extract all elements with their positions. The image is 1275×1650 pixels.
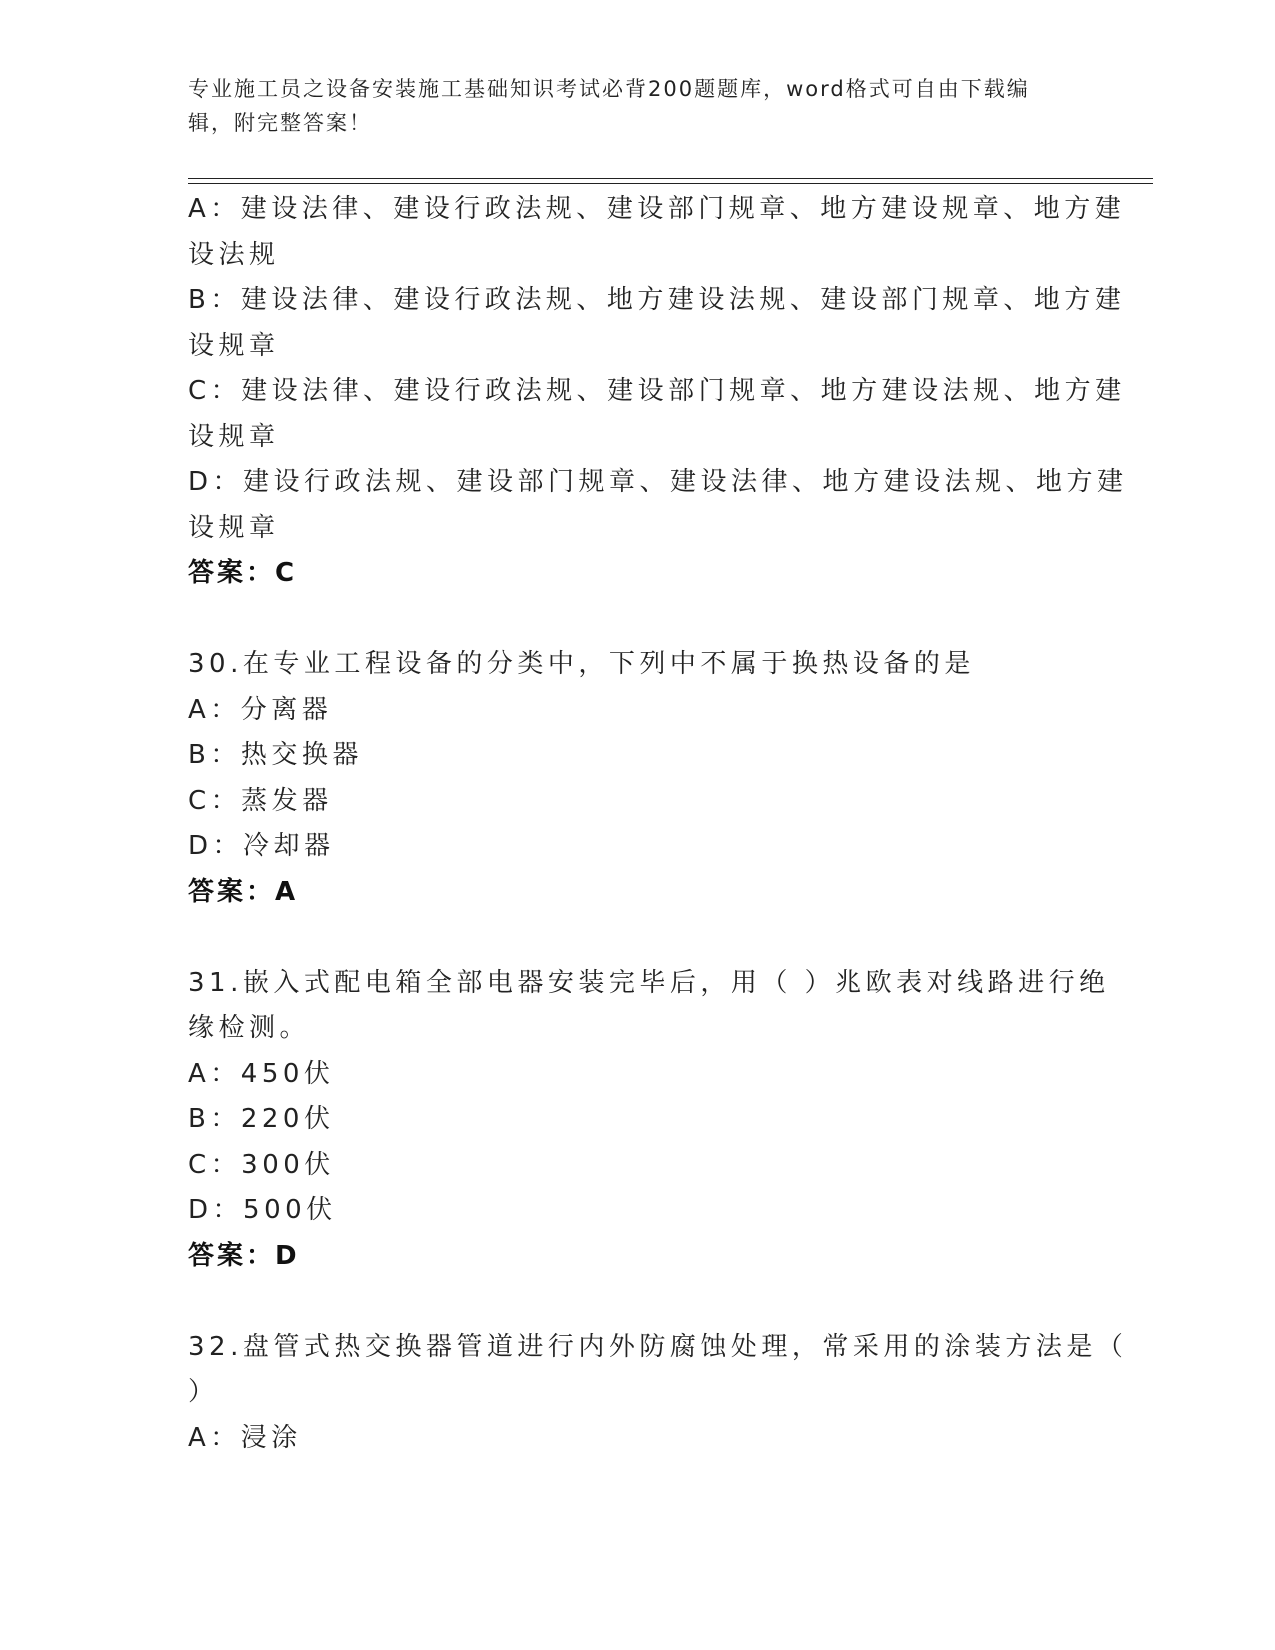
question-text: 30.在专业工程设备的分类中，下列中不属于换热设备的是	[188, 649, 975, 679]
question-31	[188, 961, 1110, 1280]
option-b: B：220伏	[188, 1104, 335, 1134]
question-text-line-1: 31.嵌入式配电箱全部电器安装完毕后，用（ ）兆欧表对线路进行绝	[188, 967, 1110, 998]
option-a: A：分离器	[188, 694, 333, 725]
option-a-line-1: A：建设法律、建设行政法规、建设部门规章、地方建设规章、地方建	[188, 194, 1126, 224]
spacer	[188, 1279, 1068, 1325]
option-c: C：300伏	[188, 1149, 335, 1180]
option-c-line-2: 设规章	[188, 421, 280, 452]
option-a: A：450伏	[188, 1058, 335, 1089]
spacer	[188, 915, 1068, 961]
option-d: D：冷却器	[188, 831, 335, 861]
option-c: C：蒸发器	[188, 785, 333, 816]
document-header: 专业施工员之设备安装施工基础知识考试必背200题题库，word格式可自由下载编辑，附完整答案！	[188, 77, 1030, 135]
answer: 答案：A	[188, 876, 299, 907]
option-b-line-2: 设规章	[188, 330, 280, 361]
answer: 答案：C	[188, 558, 298, 588]
option-b-line-1: B：建设法律、建设行政法规、地方建设法规、建设部门规章、地方建	[188, 285, 1126, 315]
option-d-line-2: 设规章	[188, 512, 280, 543]
question-content	[188, 187, 1128, 1461]
question-29	[188, 187, 1128, 597]
option-b: B：热交换器	[188, 740, 363, 770]
option-d-line-1: D：建设行政法规、建设部门规章、建设法律、地方建设法规、地方建	[188, 467, 1128, 497]
option-a-line-2: 设法规	[188, 239, 280, 270]
question-30	[188, 642, 1068, 915]
question-32	[188, 1325, 1128, 1462]
question-text-line-2: ）	[188, 1377, 219, 1407]
spacer	[188, 597, 1068, 643]
option-d: D：500伏	[188, 1195, 337, 1225]
option-a: A：浸涂	[188, 1422, 302, 1453]
answer: 答案：D	[188, 1240, 300, 1271]
option-c-line-1: C：建设法律、建设行政法规、建设部门规章、地方建设法规、地方建	[188, 376, 1126, 406]
header-divider-top	[188, 178, 1153, 179]
header-divider-bottom	[188, 183, 1153, 184]
question-text-line-2: 缘检测。	[188, 1013, 311, 1043]
question-text-line-1: 32.盘管式热交换器管道进行内外防腐蚀处理，常采用的涂装方法是（	[188, 1331, 1128, 1362]
